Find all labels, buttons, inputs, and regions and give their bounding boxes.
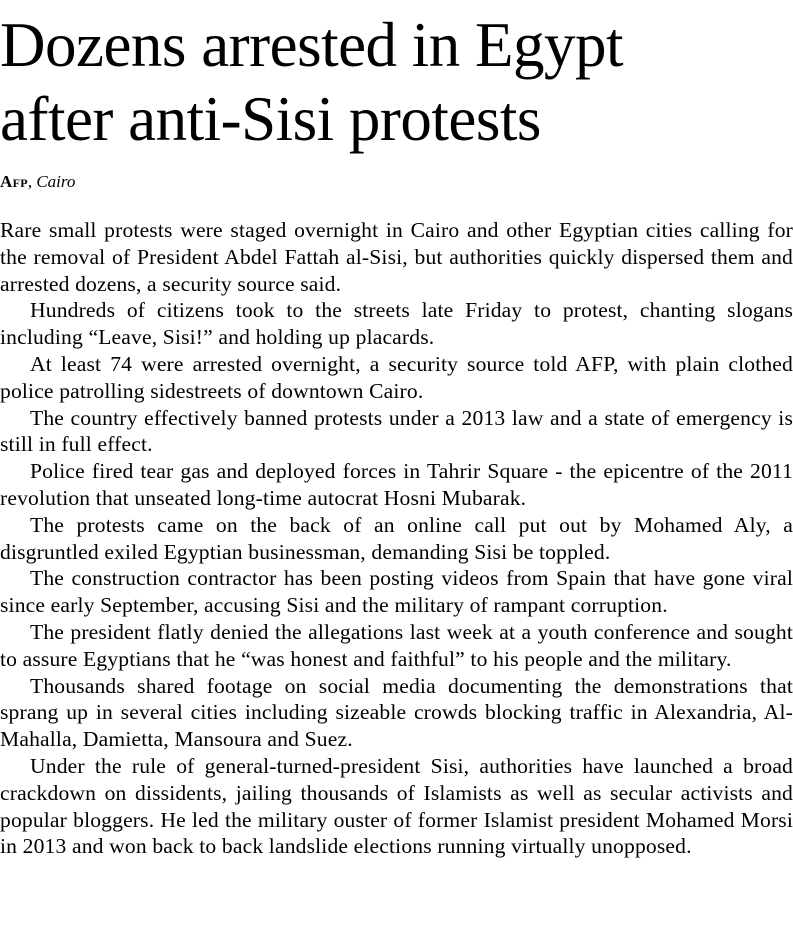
byline-agency: Afp <box>0 172 28 191</box>
paragraph: Rare small protests were staged overnight in Cairo and other Egyptian cities calling for the removal of President Abdel Fattah al-Sisi, but authorities quickly dispersed them and arrested dozens, a security source said. <box>0 218 793 296</box>
paragraph: Hundreds of citizens took to the streets late Friday to protest, chanting slogans including “Leave, Sisi!” and holding up placards. <box>0 298 793 350</box>
byline-location: Cairo <box>36 172 76 191</box>
article-body <box>0 217 793 860</box>
headline-line-1: Dozens arrested in Egypt <box>0 10 624 80</box>
paragraph: At least 74 were arrested overnight, a security source told AFP, with plain clothed police patrolling sidestreets of downtown Cairo. <box>0 351 793 403</box>
paragraph: The president flatly denied the allegations last week at a youth conference and sought to assure Egyptians that he “was honest and faithful” to his people and the military. <box>0 619 793 671</box>
paragraph: Under the rule of general-turned-president Sisi, authorities have launched a broad crackdown on dissidents, jailing thousands of Islamists as well as secular activists and popular bloggers. He led the military ouster of former Islamist president Mohamed Morsi in 2013 and won back to back landslide elections running virtually unopposed. <box>0 753 793 859</box>
paragraph: The construction contractor has been posting videos from Spain that have gone viral since early September, accusing Sisi and the military of rampant corruption. <box>0 566 793 618</box>
paragraph: Thousands shared footage on social media documenting the demonstrations that sprang up in several cities including sizeable crowds blocking traffic in Alexandria, Al-Mahalla, Damietta, Mansoura and Suez. <box>0 673 793 752</box>
byline-separator: , <box>27 172 37 191</box>
headline <box>0 8 793 156</box>
paragraph: The protests came on the back of an online call put out by Mohamed Aly, a disgruntled exiled Egyptian businessman, demanding Sisi be toppled. <box>0 512 793 564</box>
paragraph: The country effectively banned protests under a 2013 law and a state of emergency is still in full effect. <box>0 405 793 457</box>
headline-line-2: after anti-Sisi protests <box>0 84 541 154</box>
byline <box>0 171 75 193</box>
paragraph: Police fired tear gas and deployed forces in Tahrir Square - the epicentre of the 2011 revolution that unseated long-time autocrat Hosni Mubarak. <box>0 459 793 510</box>
